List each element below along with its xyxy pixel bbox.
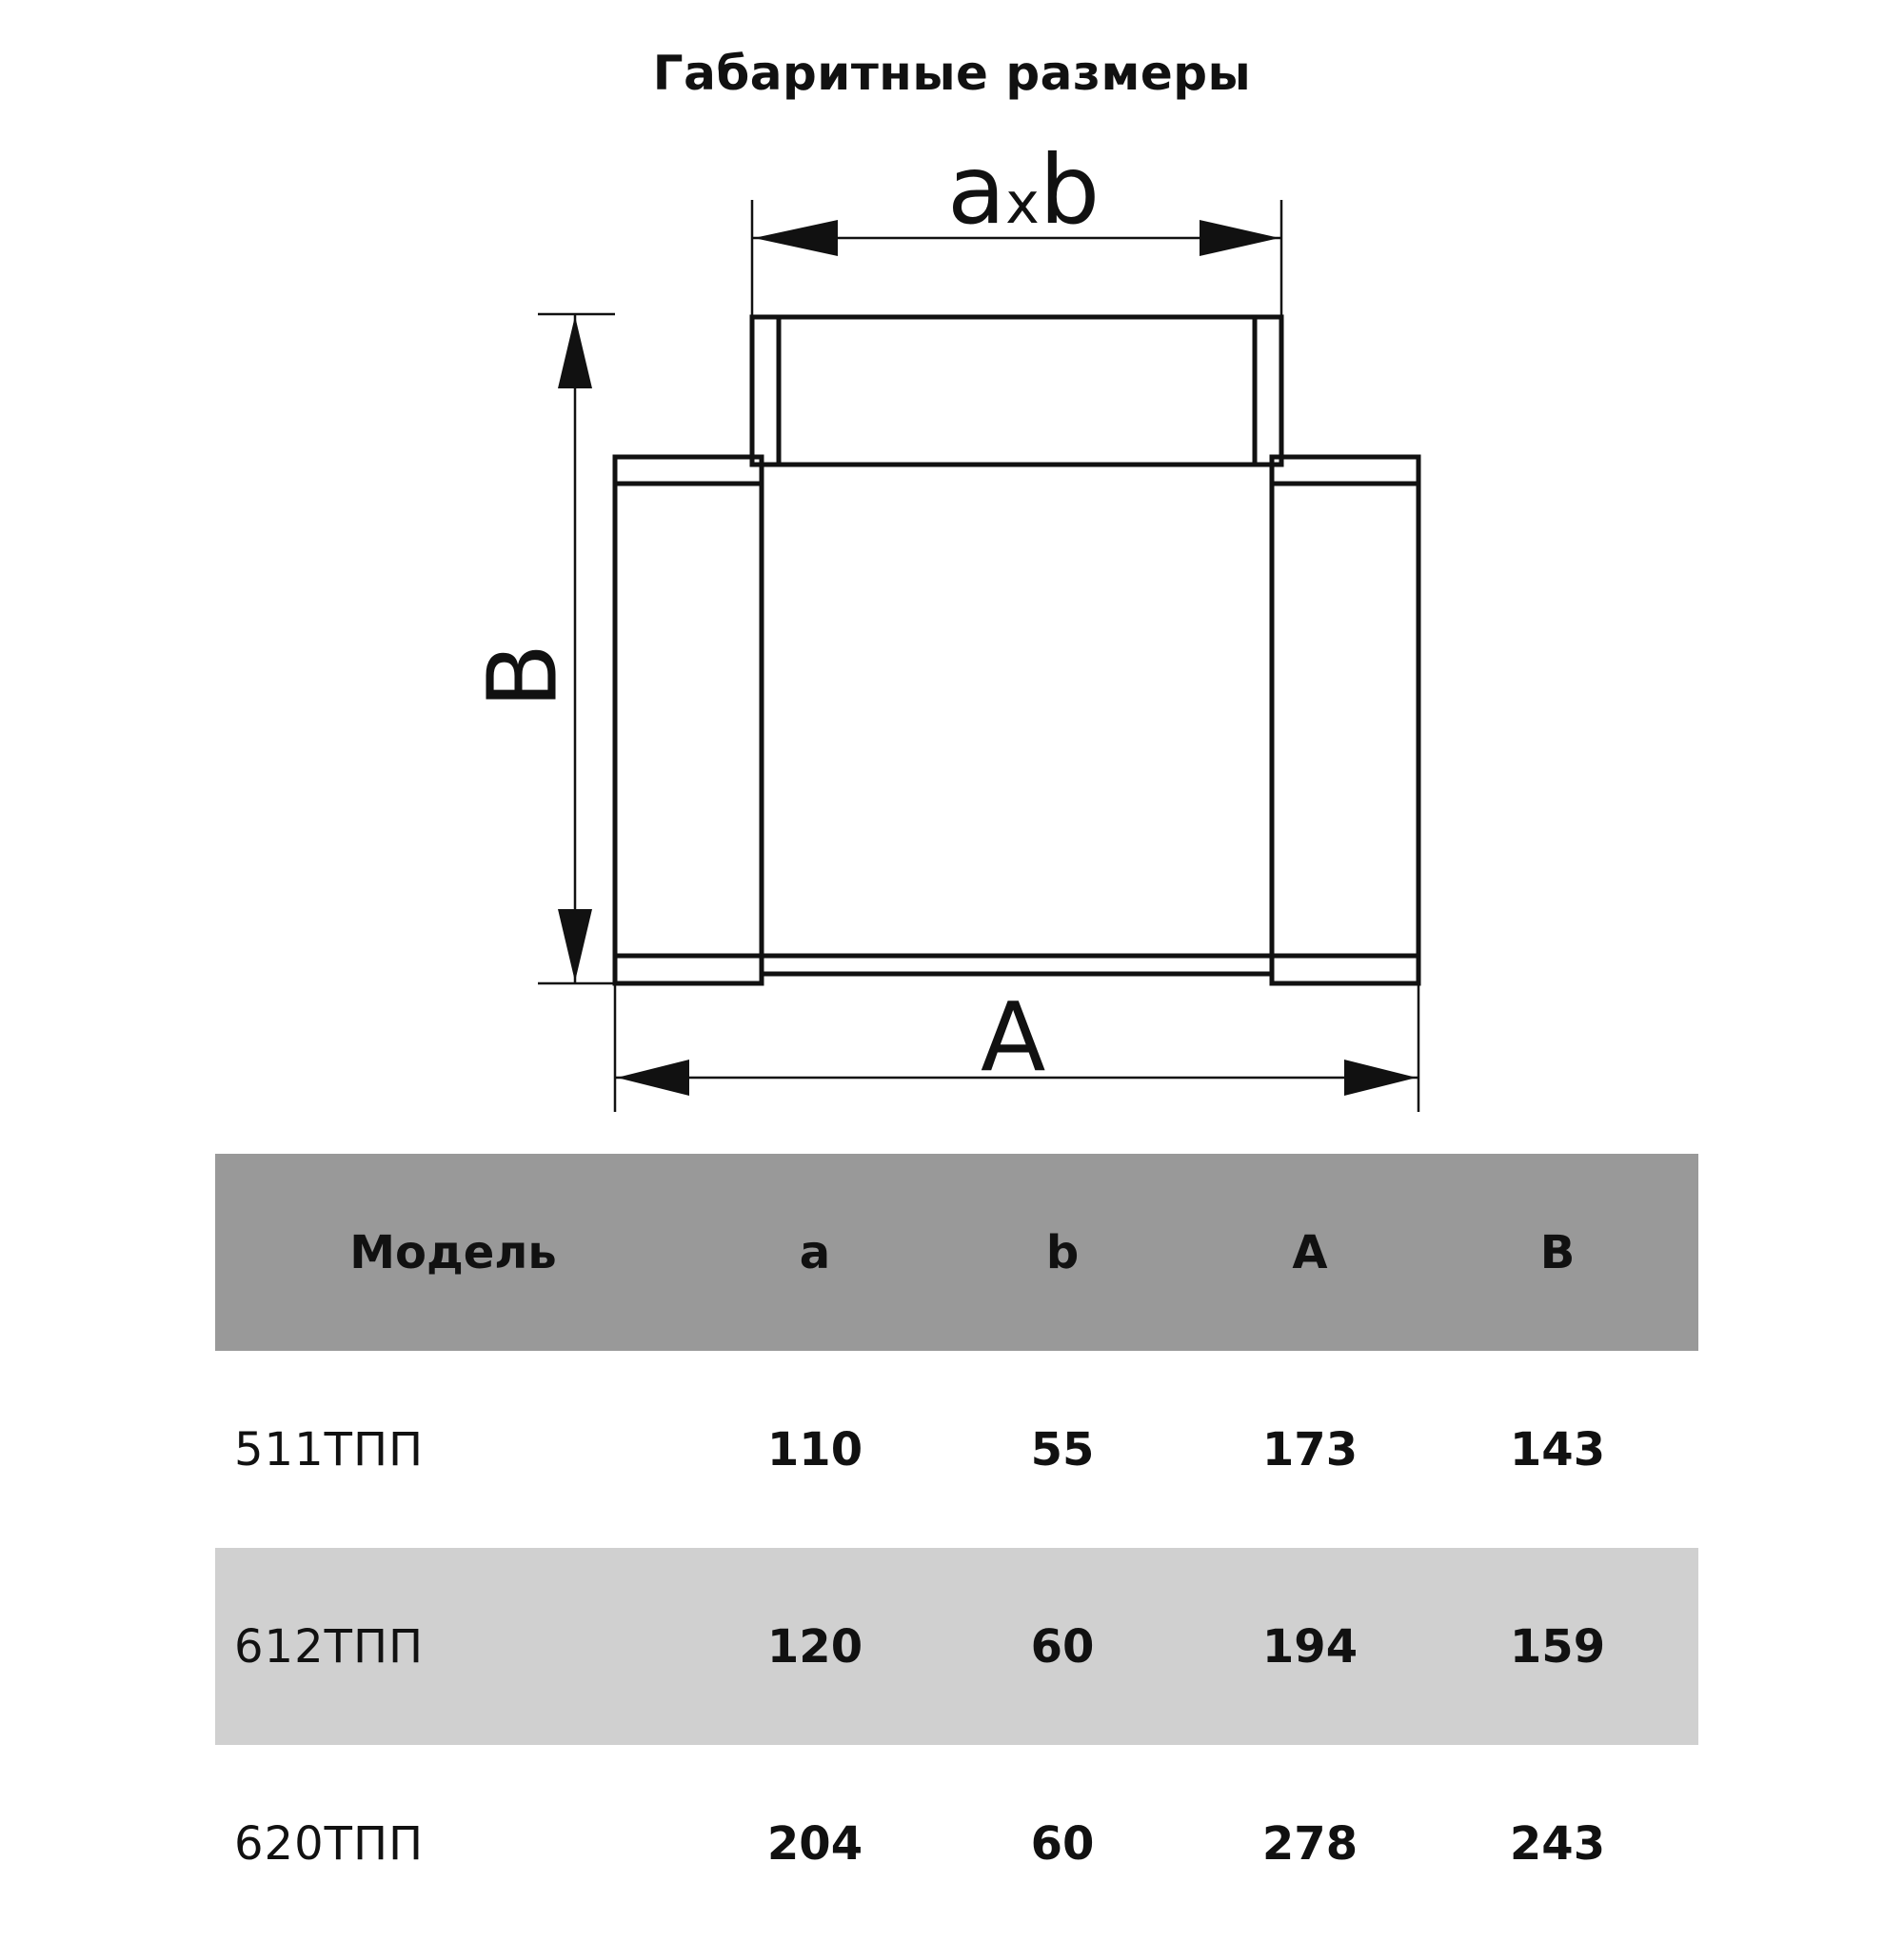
top-inlet (752, 317, 1281, 465)
label-axb-x: x (1005, 170, 1040, 237)
table-row (215, 1745, 1698, 1942)
cell-B: 243 (1509, 1816, 1606, 1871)
table-row (215, 1548, 1698, 1745)
arrow-B-bottom (558, 909, 592, 981)
cell-A: 278 (1261, 1816, 1359, 1871)
cell-b: 60 (1030, 1816, 1095, 1871)
cell-a: 120 (766, 1619, 863, 1674)
header-a: a (799, 1225, 831, 1279)
cell-a: 110 (766, 1422, 863, 1476)
cell-model: 612ТПП (234, 1619, 425, 1674)
page-title: Габаритные размеры (652, 46, 1252, 101)
cell-B: 159 (1509, 1619, 1606, 1674)
cell-a: 204 (766, 1816, 863, 1871)
label-axb-b: b (1039, 134, 1101, 246)
label-axb (947, 134, 1101, 251)
arrow-A-right (1344, 1060, 1417, 1096)
cell-b: 55 (1030, 1422, 1095, 1476)
left-outlet (615, 457, 762, 983)
arrow-B-top (558, 316, 592, 388)
cell-b: 60 (1030, 1619, 1095, 1674)
arrow-axb-left (754, 220, 838, 256)
table-header-row (215, 1154, 1698, 1351)
cell-model: 620ТПП (234, 1816, 425, 1871)
header-A: A (1292, 1225, 1328, 1279)
right-outlet (1272, 457, 1418, 983)
label-B: B (466, 643, 579, 709)
label-axb-a: a (947, 134, 1006, 246)
cell-model: 511ТПП (234, 1422, 425, 1476)
cell-B: 143 (1509, 1422, 1606, 1476)
cell-A: 194 (1261, 1619, 1359, 1674)
dimensions-table (215, 1154, 1698, 1942)
table-row (215, 1351, 1698, 1548)
header-b: b (1045, 1225, 1080, 1279)
label-A: A (981, 981, 1046, 1093)
arrow-A-left (617, 1060, 689, 1096)
cell-A: 173 (1261, 1422, 1359, 1476)
header-B: B (1539, 1225, 1576, 1279)
header-model: Модель (349, 1225, 557, 1279)
tee-body (762, 465, 1272, 974)
arrow-axb-right (1200, 220, 1279, 256)
